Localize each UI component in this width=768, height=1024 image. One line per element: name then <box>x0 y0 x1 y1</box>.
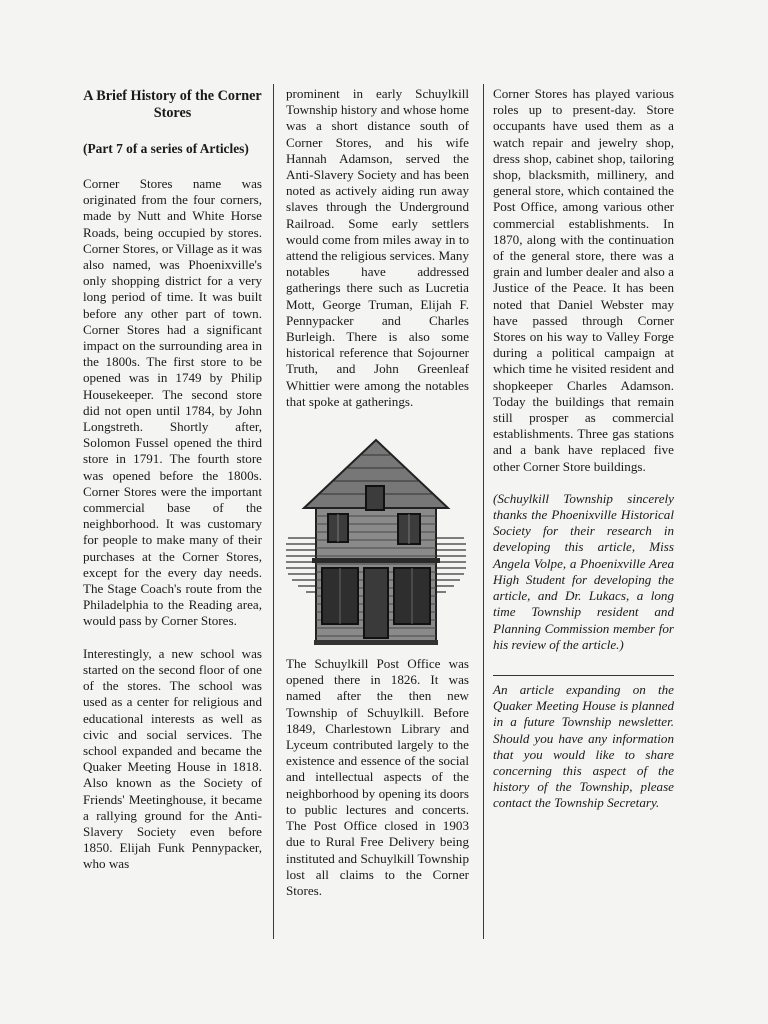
store-building-icon <box>286 426 469 648</box>
column-1 <box>83 86 262 889</box>
column-rule-right <box>483 84 484 939</box>
paragraph-anti-slavery: prominent in early Schuylkill Township history and whose home was a short distance south of Corner Stores, and his wife Hannah Adamson, served the Anti-Slavery Society and has been noted as actively aiding run away slaves through the Underground Railroad. Some early settlers would come from miles away in to attend the religious services. Many notables have addressed gatherings there such as Lucretia Mott, George Truman, Elijah F. Pennypacker and Charles Burleigh. There is also some historical reference that Sojourner Truth, and John Greenleaf Whittier were among the notables that spoke at gatherings. <box>286 86 469 409</box>
paragraph-origin: Corner Stores name was originated from the four corners, made by Nutt and White Horse Roads, being occupied by stores. Corner Stores, or Village as it was also named, was Phoenixville's only shopping district for a very long period of time. It was built before any other part of town. Corner Stores had a significant impact on the surrounding area in the 1800s. The first store to be opened was in 1749 by Philip Housekeeper. The second store did not open until 1784, by John Longstreth. Shortly after, Solomon Fussel opened the third store in 1791. The fourth store was opened before the 1800s. Corner Stores were the important commercial base of the neighborhood. It was customary for people to make many of their purchases at the Corner Stores, except for the every day needs. The Stage Coach's route from the Philadelphia to the Reading area, would pass by Corner Stores. <box>83 176 262 629</box>
article-title: A Brief History of the Corner Stores <box>83 88 262 121</box>
paragraph-store-roles: Corner Stores has played various roles up to present-day. Store occupants have used them as a watch repair and jewelry shop, dress shop, cabinet shop, tailoring shop, blacksmith, millinery, and general store, which contained the Post Office, among various other commercial establishments. In 1870, along with the continuation of the general store, there was a grain and lumber dealer and also a Justice of the Peace. It has been noted that Daniel Webster may have passed through Corner Stores on his way to Valley Forge during a political campaign at which time he visited resident and shopkeeper Charles Adamson. Today the buildings that remain still prosper as commercial establishments. Three gas stations and a bank have replaced five other Corner Store buildings. <box>493 86 674 474</box>
paragraph-acknowledgment: (Schuylkill Township sincerely thanks the Phoenixville Historical Society for their research in developing this article, Miss Angela Volpe, a Phoenixville Area High Student for developing the article, and Dr. Lukacs, a long time Township resident and Planning Commission member for his review of the article.) <box>493 490 674 652</box>
store-building-illustration <box>286 426 469 648</box>
column-3 <box>493 86 674 828</box>
divider-line <box>493 675 674 676</box>
paragraph-post-office: The Schuylkill Post Office was opened there in 1826. It was named after the then new Township of Schuylkill. Before 1849, Charlestown Library and Lyceum contributed largely to the existence and essence of the social and intellectual aspects of the neighborhood by opening its doors to public lectures and concerts. The Post Office closed in 1903 due to Rural Free Delivery being instituted and Schuylkill Township lost all claims to the Corner Stores. <box>286 656 469 898</box>
paragraph-school: Interestingly, a new school was started on the second floor of one of the stores. The school was used as a center for religious and educational interests as well as civic and social services. The school expanded and became the Quaker Meeting House in 1818. Also known as the Society of Friends' Meetinghouse, it became a rallying ground for the Anti-Slavery Society even before 1850. Elijah Funk Pennypacker, who was <box>83 645 262 872</box>
column-rule-left <box>273 84 274 939</box>
column-2 <box>286 86 469 915</box>
article-subtitle: (Part 7 of a series of Articles) <box>83 141 249 156</box>
paragraph-future-article: An article expanding on the Quaker Meeting House is planned in a future Township newsletter. Should you have any information that you would like to share concerning this aspect of the history of the Township, please contact the Township Secretary. <box>493 681 674 811</box>
